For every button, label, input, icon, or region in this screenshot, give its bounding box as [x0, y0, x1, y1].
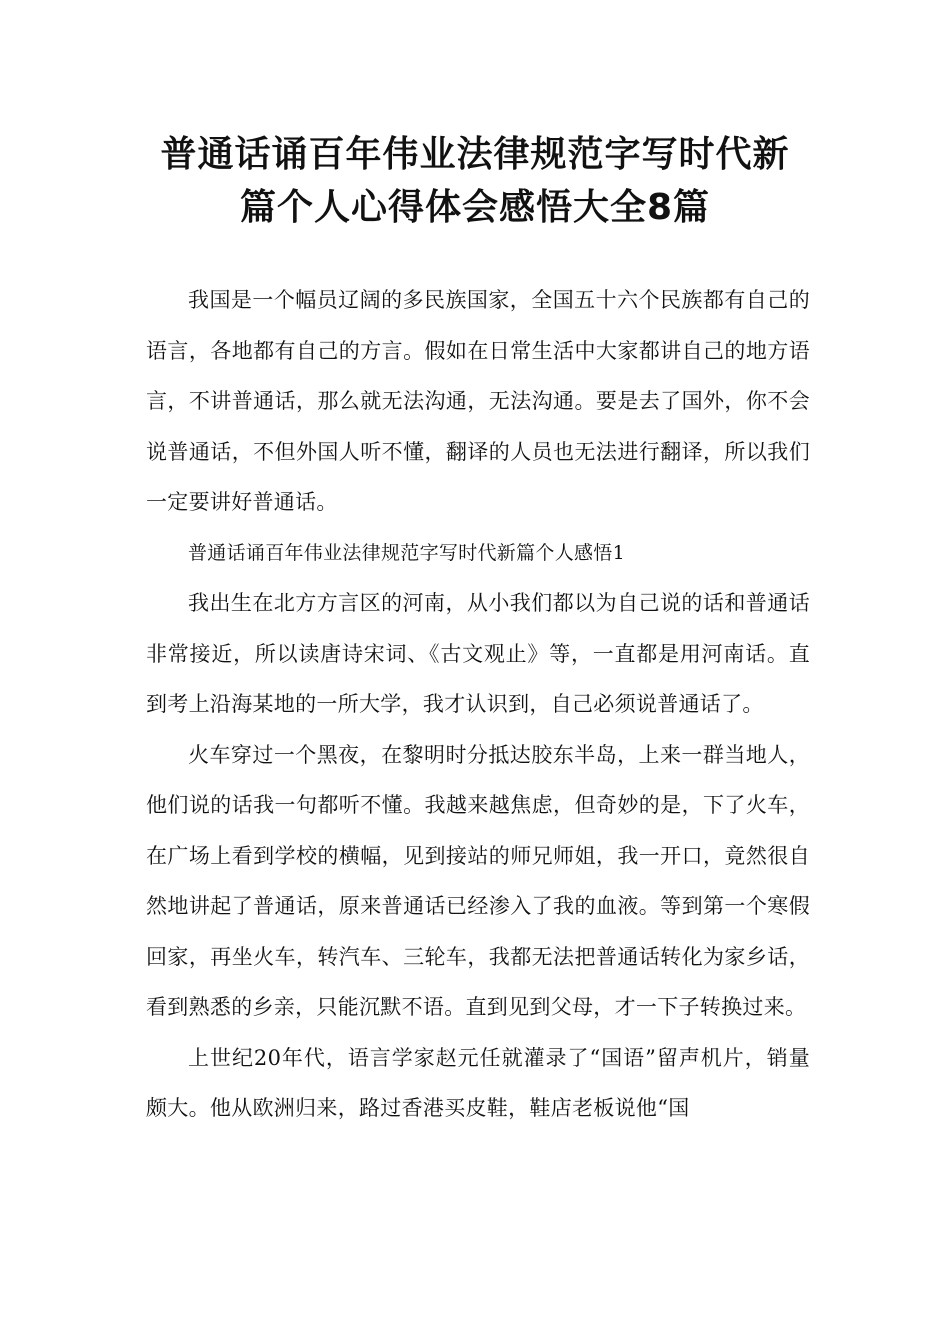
- paragraph-intro: 我国是一个幅员辽阔的多民族国家，全国五十六个民族都有自己的语言，各地都有自己的方言。假如在日常生活中大家都讲自己的地方语言，不讲普通话，那么就无法沟通，无法沟通。要是去了国外，你不会说普通话，不但外国人听不懂，翻译的人员也无法进行翻译，所以我们一定要讲好普通话。: [146, 288, 810, 514]
- title-line-1: 普通话诵百年伟业法律规范字写时代新: [160, 134, 790, 175]
- document-body: [146, 275, 810, 1134]
- paragraph-hometown: 我出生在北方方言区的河南，从小我们都以为自己说的话和普通话非常接近，所以读唐诗宋词、《古文观止》等，一直都是用河南话。直到考上沿海某地的一所大学，我才认识到，自己必须说普通话了。: [146, 591, 810, 716]
- document-title: [100, 128, 850, 234]
- title-line-2: 篇个人心得体会感悟大全8篇: [239, 187, 711, 228]
- section-heading: 普通话诵百年伟业法律规范字写时代新篇个人感悟1: [188, 541, 625, 564]
- paragraph-history: 上世纪20年代，语言学家赵元任就灌录了“国语”留声机片，销量颇大。他从欧洲归来，路过香港买皮鞋，鞋店老板说他“国: [146, 1045, 810, 1120]
- paragraph-train: 火车穿过一个黑夜，在黎明时分抵达胶东半岛，上来一群当地人，他们说的话我一句都听不懂。我越来越焦虑，但奇妙的是，下了火车，在广场上看到学校的横幅，见到接站的师兄师姐，我一开口，竟然很自然地讲起了普通话，原来普通话已经渗入了我的血液。等到第一个寒假回家，再坐火车，转汽车、三轮车，我都无法把普通话转化为家乡话，看到熟悉的乡亲，只能沉默不语。直到见到父母，才一下子转换过来。: [146, 742, 810, 1019]
